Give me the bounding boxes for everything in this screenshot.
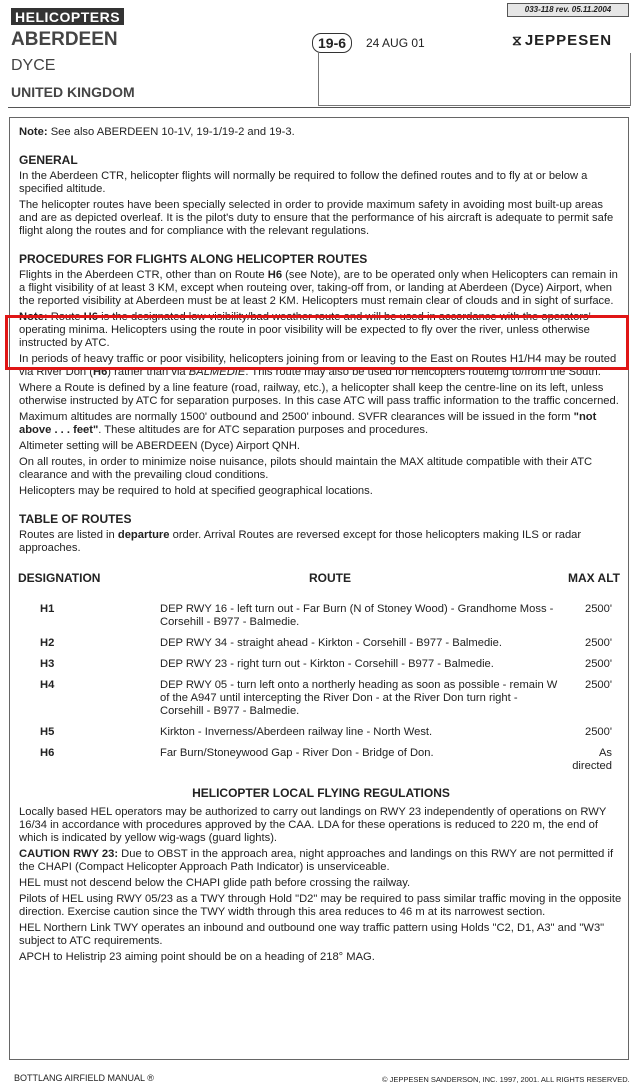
route-description: Kirkton - Inverness/Aberdeen railway line - North West. — [160, 726, 433, 738]
table-row — [18, 658, 624, 679]
table-row — [18, 747, 624, 781]
route-description: DEP RWY 23 - right turn out - Kirkton - Corsehill - B977 - Balmedie. — [160, 658, 494, 670]
procedures-paragraph-6: On all routes, in order to minimize noise nuisance, pilots should maintain the MAX altitude compatible with their ATC clearance and with the prevailing cloud conditions. — [19, 456, 593, 481]
procedures-paragraph-2: In periods of heavy traffic or poor visibility, helicopters joining from or leaving to the East on Routes H1/H4 may be routed via River Don (H6) rather than via BALMEDIE. This route may also be used for helicopters routeing to/from the South. — [19, 353, 617, 378]
route-max-alt: As directed — [572, 747, 612, 772]
route-max-alt: 2500' — [584, 726, 612, 738]
procedures-paragraph-5: Altimeter setting will be ABERDEEN (Dyce) Airport QNH. — [19, 440, 301, 452]
general-paragraph-2: The helicopter routes have been specially selected in order to provide maximum safety in avoiding most built-up areas and are as depicted overleaf. It is the pilot's duty to ensure that the performance of his aircraft is adequate to permit safe flight along the routes and for compliance with the relevant regulations. — [19, 199, 614, 237]
route-max-alt: 2500' — [584, 603, 612, 615]
procedures-paragraph-7: Helicopters may be required to hold at specified geographical locations. — [19, 485, 373, 497]
jeppesen-logo-icon: ⧖ — [512, 32, 523, 48]
column-header-max-alt: MAX ALT — [568, 571, 620, 585]
route-designation: H5 — [40, 726, 55, 738]
route-designation: H3 — [40, 658, 55, 670]
route-description: DEP RWY 16 - left turn out - Far Burn (N of Stoney Wood) - Grandhome Moss - Corsehill - B977 - Balmedie. — [160, 603, 554, 628]
route-max-alt: 2500' — [584, 637, 612, 649]
category-badge: HELICOPTERS — [11, 8, 124, 25]
highlight-box — [5, 315, 629, 370]
airport-name: ABERDEEN — [11, 29, 118, 50]
footer-left: BOTTLANG AIRFIELD MANUAL ® — [14, 1073, 154, 1083]
table-row — [18, 679, 624, 726]
city-name: DYCE — [11, 57, 56, 74]
table-row — [18, 726, 624, 747]
route-description: Far Burn/Stoneywood Gap - River Don - Bridge of Don. — [160, 747, 434, 759]
note-see-also: Note: See also ABERDEEN 10-1V, 19-1/19-2 and 19-3. — [19, 126, 295, 138]
table-of-routes-heading: TABLE OF ROUTES — [19, 512, 132, 526]
general-heading: GENERAL — [19, 153, 78, 167]
route-designation: H2 — [40, 637, 55, 649]
route-max-alt: 2500' — [584, 679, 612, 691]
route-max-alt: 2500' — [584, 658, 612, 670]
header-box — [318, 53, 631, 106]
caution-rwy-23: CAUTION RWY 23: Due to OBST in the approach area, night approaches and landings on this RWY are not permitted if the CHAPI (Compact Helicopter Approach Path Indicator) is unserviceable. — [19, 848, 614, 873]
route-designation: H4 — [40, 679, 55, 691]
regulations-paragraph-1: Locally based HEL operators may be authorized to carry out landings on RWY 23 independently of operations on RWY 16/34 in accordance with procedures approved by the CAA. LDA for these operations is reduced to 220 m, the end of which is indicated by yellow wig-wags (guard lights). — [19, 806, 607, 844]
publisher-logo — [512, 32, 612, 49]
revision-stamp: 033-118 rev. 05.11.2004 — [507, 3, 629, 17]
routes-table — [18, 558, 624, 781]
route-designation: H1 — [40, 603, 55, 615]
regulations-paragraph-5: HEL Northern Link TWY operates an inbound and outbound one way traffic pattern using Holds "C2, D1, A3" and "W3" subject to ATC requirements. — [19, 922, 605, 947]
column-header-designation: DESIGNATION — [18, 571, 101, 585]
country-name: UNITED KINGDOM — [11, 84, 135, 100]
procedures-paragraph-4: Maximum altitudes are normally 1500' outbound and 2500' inbound. SVFR clearances will be issued in the form "not above . . . feet". These altitudes are for ATC separation purposes and procedures. — [19, 411, 597, 436]
document-body — [19, 118, 623, 967]
procedures-paragraph-1: Flights in the Aberdeen CTR, other than on Route H6 (see Note), are to be operated only when Helicopters can remain in a flight visibility of at least 3 KM, except when routeing over, taking-off from, or landing at Aberdeen (Dyce) Airport, when the reported visibility at Aberdeen must be at least 2 KM. Helicopters must remain clear of clouds and in sight of surface. — [19, 269, 618, 307]
general-paragraph-1: In the Aberdeen CTR, helicopter flights will normally be required to follow the defined routes and to fly at or below a specified altitude. — [19, 170, 588, 195]
h6-note: Note: Route H6 is the designated low visibility/bad weather route and will be used in accordance with the operators' operating minima. Helicopters using the route in poor visibility will be expected to fly over the river, unless otherwise instructed by ATC. — [19, 311, 591, 349]
route-description: DEP RWY 05 - turn left onto a northerly heading as soon as possible - remain W of the A947 until intercepting the River Don - at the River Don turn right - Corsehill - B977 - Balmedie. — [160, 679, 558, 717]
procedures-paragraph-3: Where a Route is defined by a line feature (road, railway, etc.), a helicopter shall keep the centre-line on its left, unless otherwise instructed by ATC for separation purposes. In this case ATC will pass traffic information to the traffic concerned. — [19, 382, 619, 407]
column-header-route: ROUTE — [309, 571, 351, 585]
routes-intro: Routes are listed in departure order. Arrival Routes are reversed except for those helicopters making ILS or radar approaches. — [19, 529, 582, 554]
route-description: DEP RWY 34 - straight ahead - Kirkton - Corsehill - B977 - Balmedie. — [160, 637, 502, 649]
publisher-name: JEPPESEN — [524, 32, 613, 49]
table-row — [18, 603, 624, 637]
regulations-paragraph-6: APCH to Helistrip 23 aiming point should be on a heading of 218° MAG. — [19, 951, 375, 963]
regulations-paragraph-4: Pilots of HEL using RWY 05/23 as a TWY through Hold "D2" may be required to pass similar traffic moving in the opposite direction. Exercise caution since the TWY width through this area reduces to 46 m at its narrowest section. — [19, 893, 622, 918]
chart-number: 19-6 — [312, 33, 352, 53]
footer-right: © JEPPESEN SANDERSON, INC. 1997, 2001. ALL RIGHTS RESERVED. — [382, 1075, 630, 1084]
route-designation: H6 — [40, 747, 55, 759]
chart-date: 24 AUG 01 — [366, 36, 425, 50]
regulations-heading: HELICOPTER LOCAL FLYING REGULATIONS — [192, 786, 450, 800]
procedures-heading: PROCEDURES FOR FLIGHTS ALONG HELICOPTER ROUTES — [19, 252, 368, 266]
header-divider — [8, 107, 630, 108]
table-row — [18, 637, 624, 658]
regulations-paragraph-3: HEL must not descend below the CHAPI glide path before crossing the railway. — [19, 877, 411, 889]
